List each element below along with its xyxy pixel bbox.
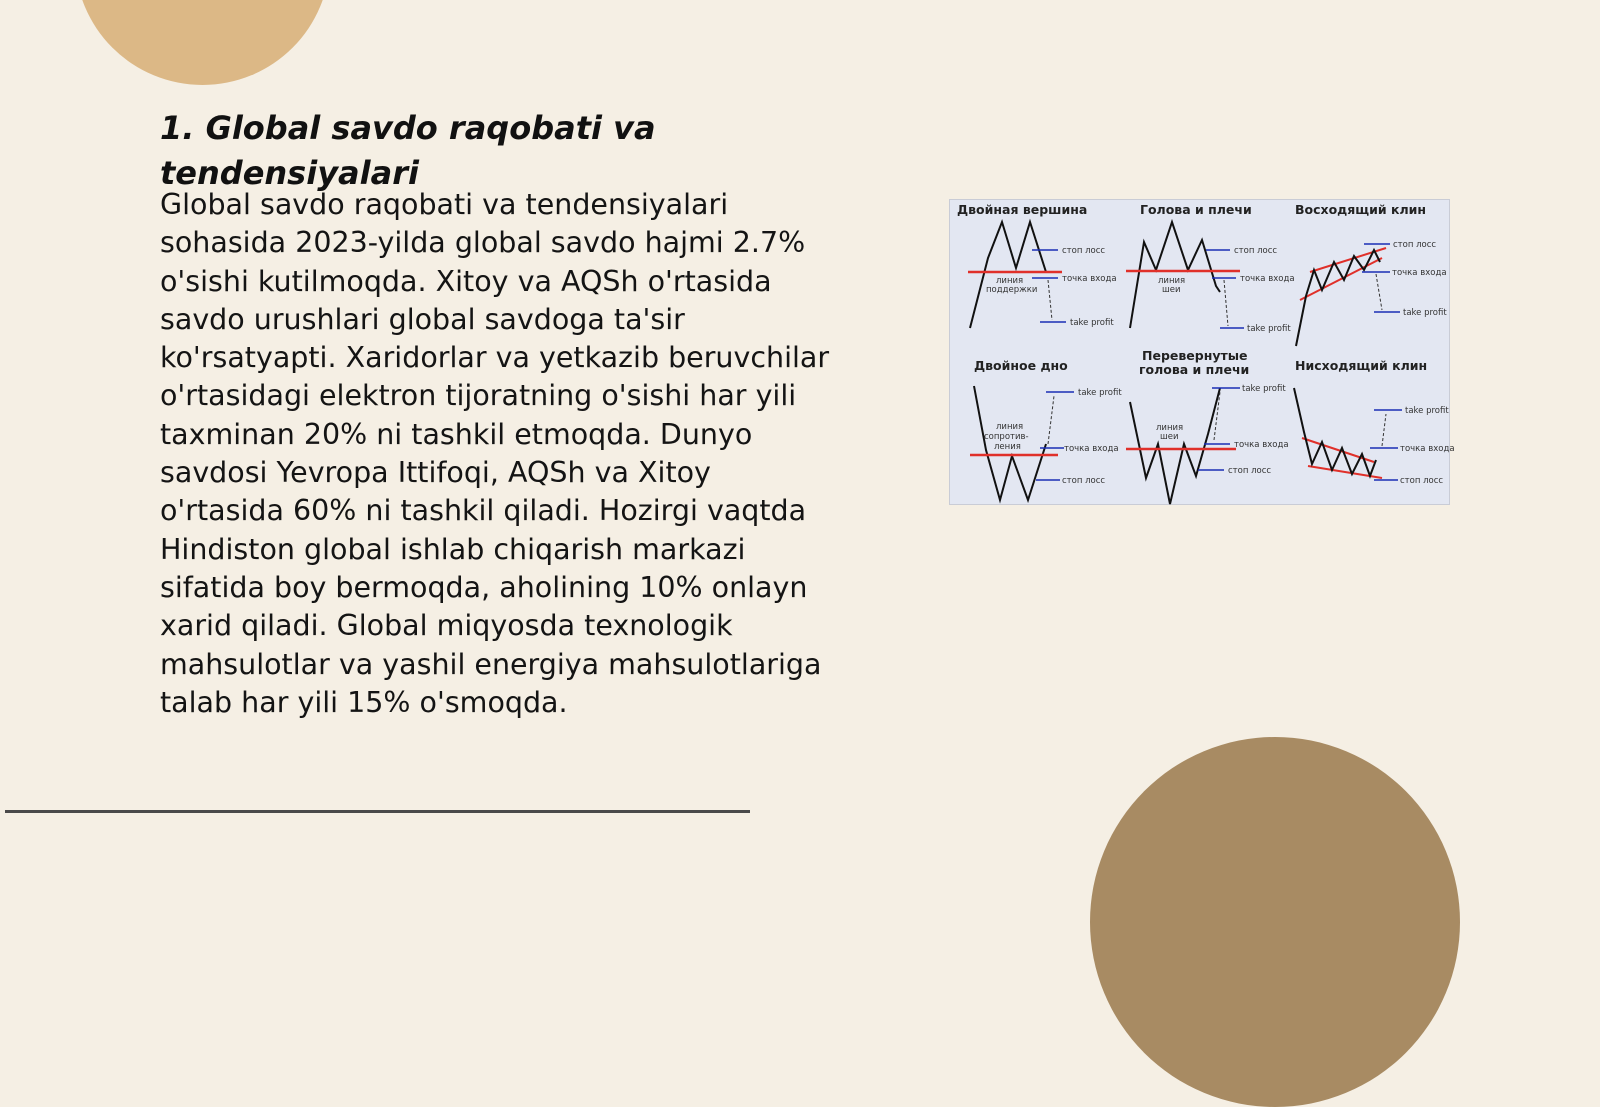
panel-title: Голова и плечи	[1140, 202, 1252, 217]
decorative-circle-bottom	[1090, 737, 1460, 1107]
label: take profit	[1403, 308, 1447, 318]
projection-line	[1048, 396, 1054, 444]
label: линия	[1156, 423, 1184, 433]
label: стоп лосс	[1228, 466, 1272, 476]
label: точка входа	[1062, 274, 1117, 284]
price-line	[1130, 222, 1220, 328]
slide-body-text: Global savdo raqobati va tendensiyalari sohasida 2023-yilda global savdo hajmi 2.7% o'sishi kutilmoqda. Xitoy va AQSh o'rtasida savdo urushlari global savdoga ta'sir ko'rsatyapti. Xaridorlar va yetkazib beruvchilar o'rtasidagi elektron tijoratning o'sishi har yili taxminan 20% ni tashkil etmoqda. Dunyo savdosi Yevropa Ittifoqi, AQSh va Xitoy o'rtasida 60% ni tashkil qiladi. Hozirgi vaqtda Hindiston global ishlab chiqarish markazi sifatida boy bermoqda, aholining 10% onlayn xarid qiladi. Global miqyosda texnologik mahsulotlar va yashil energiya mahsulotlariga talab har yili 15% o'smoqda.	[160, 188, 830, 719]
chart-patterns-figure	[949, 199, 1455, 505]
panel-title: Двойное дно	[974, 358, 1068, 373]
slide-title: 1. Global savdo raqobati va tendensiyalari	[160, 109, 656, 192]
panel-title-line2: голова и плечи	[1139, 362, 1250, 377]
wedge-lower	[1300, 258, 1382, 300]
label: точка входа	[1400, 444, 1455, 454]
label: take profit	[1405, 406, 1449, 416]
chart-patterns-svg	[950, 200, 1455, 504]
label: take profit	[1078, 388, 1122, 398]
label: take profit	[1242, 384, 1286, 394]
label: ления	[994, 442, 1021, 452]
panel-title: Восходящий клин	[1295, 202, 1427, 217]
panel-title-line1: Перевернутые	[1142, 348, 1248, 363]
label: точка входа	[1240, 274, 1295, 284]
label: точка входа	[1234, 440, 1289, 450]
label: линия	[1158, 276, 1186, 286]
panel-double-top	[957, 202, 1117, 328]
label: take profit	[1247, 324, 1291, 334]
projection-line	[1224, 280, 1228, 326]
label: take profit	[1070, 318, 1114, 328]
label: стоп лосс	[1062, 246, 1106, 256]
panel-inverse-head-and-shoulders	[1126, 348, 1289, 504]
panel-head-and-shoulders	[1126, 202, 1295, 334]
price-line	[1294, 388, 1376, 476]
label: точка входа	[1392, 268, 1447, 278]
panel-rising-wedge	[1295, 202, 1447, 346]
label: сопротив-	[984, 432, 1029, 442]
projection-line	[1376, 274, 1382, 310]
label: линия	[996, 422, 1024, 432]
projection-line	[1048, 280, 1052, 320]
decorative-circle-top	[75, 0, 330, 85]
label: шеи	[1160, 432, 1179, 442]
panel-falling-wedge	[1294, 358, 1455, 486]
label: стоп лосс	[1393, 240, 1437, 250]
panel-title: Нисходящий клин	[1295, 358, 1428, 373]
label: шеи	[1162, 285, 1181, 295]
label: точка входа	[1064, 444, 1119, 454]
label: стоп лосс	[1234, 246, 1278, 256]
label: поддержки	[986, 285, 1038, 295]
price-line	[1130, 388, 1220, 504]
label: стоп лосс	[1062, 476, 1106, 486]
label: линия	[996, 276, 1024, 286]
divider-line	[5, 810, 750, 813]
label: стоп лосс	[1400, 476, 1444, 486]
price-line	[1296, 250, 1380, 346]
price-line	[970, 222, 1046, 328]
projection-line	[1382, 414, 1386, 446]
panel-double-bottom	[970, 358, 1122, 500]
panel-title: Двойная вершина	[957, 202, 1088, 217]
